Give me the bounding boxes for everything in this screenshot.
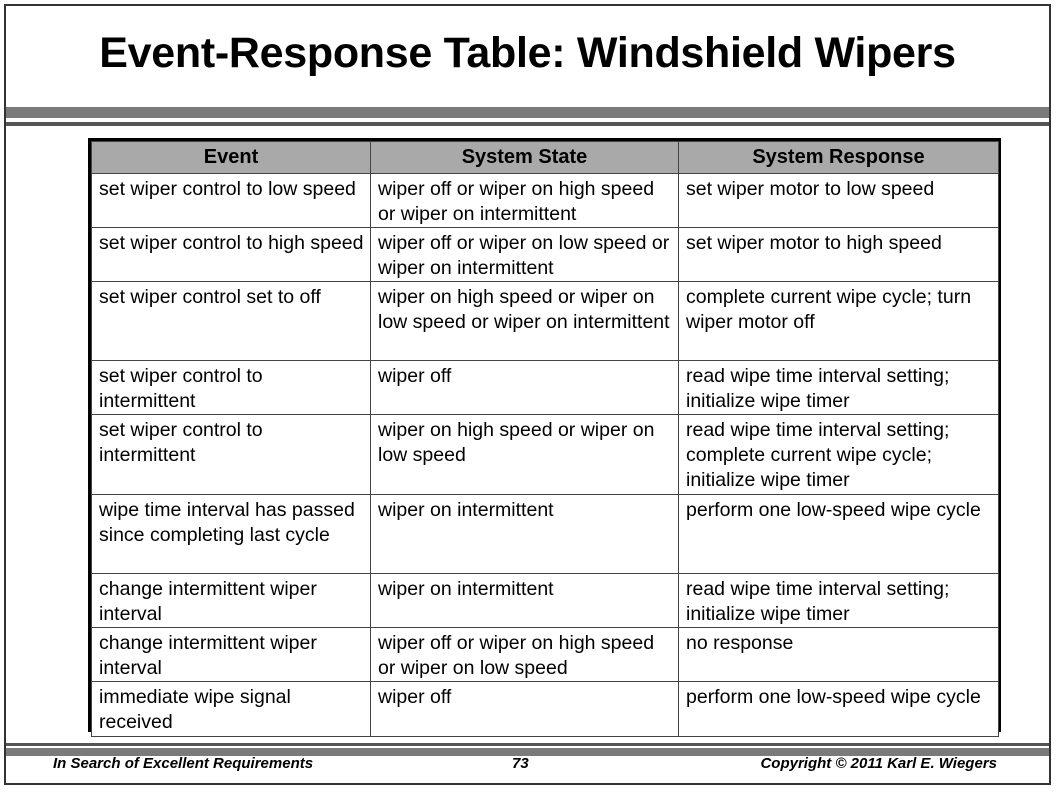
- event-response-table: [91, 141, 999, 737]
- event-cell: set wiper control set to off: [92, 282, 371, 361]
- event-cell: change intermittent wiper interval: [92, 628, 371, 682]
- footer-book-title: In Search of Excellent Requirements: [53, 755, 314, 772]
- header-system-state: System State: [371, 142, 679, 174]
- table-header-row: [92, 142, 999, 174]
- system-state-cell: wiper on intermittent: [371, 495, 679, 574]
- copyright-notice: Copyright © 2011 Karl E. Wiegers: [760, 755, 997, 772]
- system-response-cell: read wipe time interval setting; complete current wipe cycle; initialize wipe timer: [679, 415, 999, 495]
- page-number: 73: [512, 755, 529, 772]
- event-cell: set wiper control to low speed: [92, 174, 371, 228]
- table-row: [92, 361, 999, 415]
- system-response-cell: set wiper motor to high speed: [679, 228, 999, 282]
- system-state-cell: wiper on high speed or wiper on low speed: [371, 415, 679, 495]
- header-event: Event: [92, 142, 371, 174]
- system-response-cell: set wiper motor to low speed: [679, 174, 999, 228]
- footer-divider-thin: [6, 743, 1049, 746]
- system-state-cell: wiper off: [371, 682, 679, 737]
- system-response-cell: complete current wipe cycle; turn wiper motor off: [679, 282, 999, 361]
- table-row: [92, 495, 999, 574]
- system-state-cell: wiper off or wiper on high speed or wiper on intermittent: [371, 174, 679, 228]
- event-response-table-frame: [88, 138, 1001, 732]
- system-response-cell: perform one low-speed wipe cycle: [679, 682, 999, 737]
- event-cell: change intermittent wiper interval: [92, 574, 371, 628]
- event-cell: set wiper control to intermittent: [92, 415, 371, 495]
- table-row: [92, 415, 999, 495]
- table-row: [92, 174, 999, 228]
- table-row: [92, 682, 999, 737]
- system-state-cell: wiper on intermittent: [371, 574, 679, 628]
- event-cell: set wiper control to intermittent: [92, 361, 371, 415]
- system-state-cell: wiper off or wiper on low speed or wiper on intermittent: [371, 228, 679, 282]
- system-state-cell: wiper off or wiper on high speed or wiper on low speed: [371, 628, 679, 682]
- table-row: [92, 574, 999, 628]
- event-cell: wipe time interval has passed since completing last cycle: [92, 495, 371, 574]
- system-response-cell: read wipe time interval setting; initialize wipe timer: [679, 361, 999, 415]
- event-cell: set wiper control to high speed: [92, 228, 371, 282]
- header-system-response: System Response: [679, 142, 999, 174]
- table-row: [92, 628, 999, 682]
- event-cell: immediate wipe signal received: [92, 682, 371, 737]
- table-row: [92, 228, 999, 282]
- title-divider-thick: [6, 107, 1049, 118]
- system-response-cell: no response: [679, 628, 999, 682]
- slide: [4, 4, 1051, 785]
- slide-title: Event-Response Table: Windshield Wipers: [99, 29, 956, 77]
- title-divider-thin: [6, 122, 1049, 126]
- table-row: [92, 282, 999, 361]
- system-state-cell: wiper off: [371, 361, 679, 415]
- system-state-cell: wiper on high speed or wiper on low speed or wiper on intermittent: [371, 282, 679, 361]
- system-response-cell: read wipe time interval setting; initialize wipe timer: [679, 574, 999, 628]
- system-response-cell: perform one low-speed wipe cycle: [679, 495, 999, 574]
